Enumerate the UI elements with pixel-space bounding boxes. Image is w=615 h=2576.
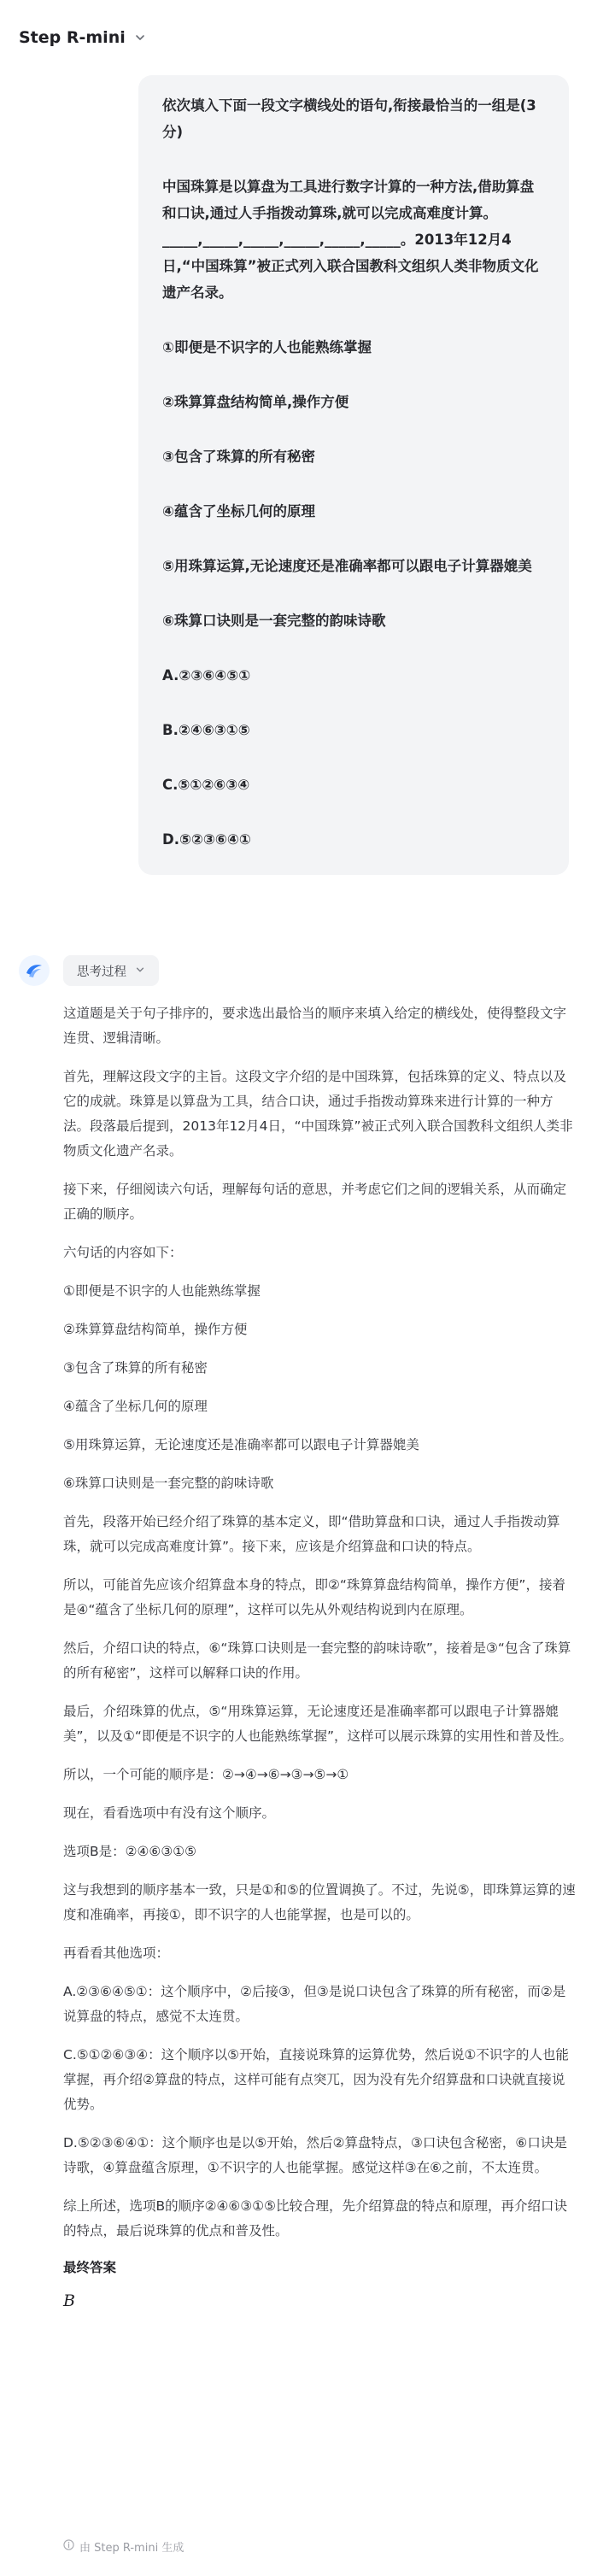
answer-paragraph: 选项B是：②④⑥③①⑤: [63, 1844, 197, 1859]
answer-paragraph: 首先，理解这段文字的主旨。这段文字介绍的是中国珠算，包括珠算的定义、特点以及它的成就。珠算是以算盘为工具，结合口诀，通过手指拨动算珠来进行计算的一种方法。段落最后提到，2013年12月4日，“中国珠算”被正式列入联合国教科文组织人类非物质文化遗产名录。: [63, 1069, 573, 1159]
model-selector[interactable]: [19, 28, 146, 47]
top-bar: [0, 0, 615, 75]
answer-paragraph: 所以，一个可能的顺序是：②→④→⑥→③→⑤→①: [63, 1767, 349, 1782]
generated-by-note: [63, 2536, 184, 2556]
final-answer-heading: 最终答案: [63, 2260, 117, 2275]
answer-paragraph: 所以，可能首先应该介绍算盘本身的特点，即②“珠算算盘结构简单，操作方便”，接着是④“蕴含了坐标几何的原理”，这样可以先从外观结构说到内在原理。: [63, 1577, 565, 1617]
sentence-1: ①即便是不识字的人也能熟练掌握: [162, 339, 372, 355]
assistant-answer: [63, 1001, 576, 2314]
answer-conclusion: 综上所述，选项B的顺序②④⑥③①⑤比较合理，先介绍算盘的特点和原理，再介绍口诀的特点，最后说珠算的优点和普及性。: [63, 2198, 568, 2239]
answer-sentence-4: ④蕴含了坐标几何的原理: [63, 1399, 208, 1414]
answer-sentence-1: ①即便是不识字的人也能熟练掌握: [63, 1283, 261, 1299]
answer-paragraph: 六句话的内容如下：: [63, 1245, 183, 1260]
chevron-down-icon: [134, 32, 146, 44]
answer-option-d-analysis: D.⑤②③⑥④①：这个顺序也是以⑤开始，然后②算盘特点，③口诀包含秘密，⑥口诀是诗歌，④算盘蕴含原理，①不识字的人也能掌握。感觉这样③在⑥之前，不太连贯。: [63, 2135, 567, 2175]
answer-option-a-analysis: A.②③⑥④⑤①：这个顺序中，②后接③，但③是说口诀包含了珠算的所有秘密，而②是说算盘的特点，感觉不太连贯。: [63, 1984, 566, 2024]
assistant-logo-icon: [19, 955, 50, 986]
answer-sentence-6: ⑥珠算口诀则是一套完整的韵味诗歌: [63, 1476, 274, 1491]
answer-paragraph: 最后，介绍珠算的优点，⑤“用珠算运算，无论速度还是准确率都可以跟电子计算器媲美”，以及①“即便是不识字的人也能熟练掌握”，这样可以展示珠算的实用性和普及性。: [63, 1704, 572, 1744]
question-passage: 中国珠算是以算盘为工具进行数字计算的一种方法,借助算盘和口诀,通过人手指拨动算珠,就可以完成高难度计算。_____,_____,_____,_____,_____,_____。2013年12月4日,“中国珠算”被正式列入联合国教科文组织人类非物质文化遗产名录。: [162, 179, 539, 301]
model-name: Step R-mini: [19, 28, 126, 47]
generated-by-text: 由 Step R-mini 生成: [79, 2541, 184, 2555]
option-c: C.⑤①②⑥③④: [162, 777, 250, 793]
question-prompt: 依次填入下面一段文字横线处的语句,衔接最恰当的一组是(3分): [162, 97, 536, 140]
user-message-bubble: [138, 75, 569, 875]
sentence-2: ②珠算算盘结构简单,操作方便: [162, 394, 349, 410]
answer-paragraph: 现在，看看选项中有没有这个顺序。: [63, 1805, 276, 1821]
answer-paragraph: 接下来，仔细阅读六句话，理解每句话的意思，并考虑它们之间的逻辑关系，从而确定正确的顺序。: [63, 1182, 567, 1222]
answer-paragraph: 首先，段落开始已经介绍了珠算的基本定义，即“借助算盘和口诀，通过人手指拨动算珠，就可以完成高难度计算”。接下来，应该是介绍算盘和口诀的特点。: [63, 1514, 560, 1554]
answer-paragraph: 然后，介绍口诀的特点，⑥“珠算口诀则是一套完整的韵味诗歌”，接着是③“包含了珠算的所有秘密”，这样可以解释口诀的作用。: [63, 1640, 571, 1681]
answer-paragraph: 再看看其他选项：: [63, 1945, 170, 1961]
final-answer-value: B: [63, 2291, 75, 2310]
answer-paragraph: 这与我想到的顺序基本一致，只是①和⑤的位置调换了。不过，先说⑤，即珠算运算的速度和准确率，再接①，即不识字的人也能掌握，也是可以的。: [63, 1882, 576, 1922]
answer-paragraph: 这道题是关于句子排序的，要求选出最恰当的顺序来填入给定的横线处，使得整段文字连贯、逻辑清晰。: [63, 1006, 567, 1046]
sentence-4: ④蕴含了坐标几何的原理: [162, 503, 315, 519]
thinking-process-toggle[interactable]: [63, 955, 159, 986]
option-b: B.②④⑥③①⑤: [162, 722, 250, 738]
info-circle-icon: [63, 2539, 74, 2554]
sentence-5: ⑤用珠算运算,无论速度还是准确率都可以跟电子计算器媲美: [162, 558, 532, 574]
sentence-6: ⑥珠算口诀则是一套完整的韵味诗歌: [162, 613, 386, 629]
answer-sentence-3: ③包含了珠算的所有秘密: [63, 1360, 208, 1376]
option-d: D.⑤②③⑥④①: [162, 831, 251, 848]
answer-option-c-analysis: C.⑤①②⑥③④：这个顺序以⑤开始，直接说珠算的运算优势，然后说①不识字的人也能掌握，再介绍②算盘的特点，这样可能有点突兀，因为没有先介绍算盘和口诀就直接说优势。: [63, 2047, 569, 2112]
option-a: A.②③⑥④⑤①: [162, 667, 251, 684]
sentence-3: ③包含了珠算的所有秘密: [162, 449, 315, 465]
chevron-down-icon: [135, 965, 147, 977]
answer-sentence-2: ②珠算算盘结构简单，操作方便: [63, 1322, 248, 1337]
thinking-label: 思考过程: [77, 965, 126, 979]
answer-sentence-5: ⑤用珠算运算，无论速度还是准确率都可以跟电子计算器媲美: [63, 1437, 419, 1452]
